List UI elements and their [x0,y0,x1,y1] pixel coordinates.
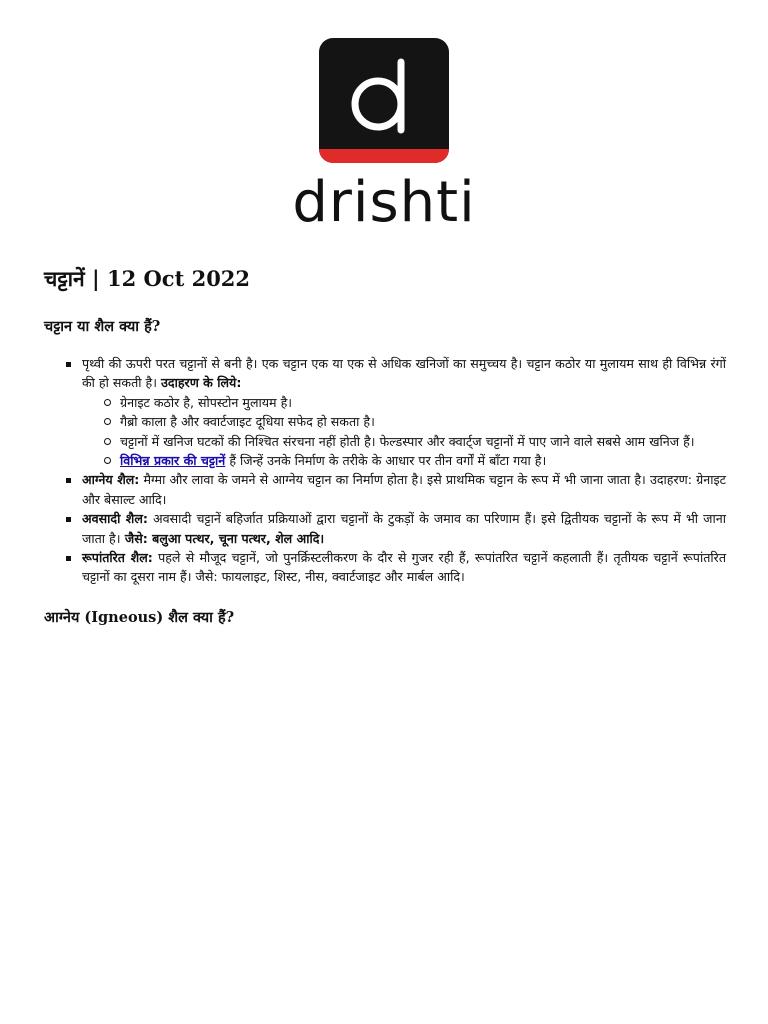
sub-item-text: ग्रेनाइट कठोर है, सोपस्टोन मुलायम है। [120,394,293,410]
drishti-d-logo-icon [319,38,449,163]
sub-list-item [120,393,726,412]
item-text: पृथ्वी की ऊपरी परत चट्टानों से बनी है। एक चट्टान एक या एक से अधिक खनिजों का समुच्चय है। चट्टान कठोर या मुलायम साथ ही विभिन्न रंगों की हो सकती है। [82,356,726,391]
list-item [82,354,726,470]
list-item [82,548,726,587]
item-text: मैग्मा और लावा के जमने से आग्नेय चट्टान का निर्माण होता है। इसे प्राथमिक चट्टान के रूप में भी जाना जाता है। उदाहरण: ग्रेनाइट और बेसाल्ट आदि। [82,472,727,507]
logo [0,38,768,239]
item-label: आग्नेय शैल: [82,472,140,488]
sub-list-item [120,412,726,431]
list-item [82,470,726,509]
drishti-wordmark [274,169,494,239]
rocks-sub-list [82,393,726,471]
item-bold-suffix: जैसे: बलुआ पत्थर, चूना पत्थर, शेल आदि। [120,530,325,546]
section-heading-rocks: चट्टान या शैल क्या हैं? [44,318,161,335]
page-title: चट्टानें | 12 Oct 2022 [44,266,251,291]
item-text: अवसादी चट्टानें बहिर्जात प्रक्रियाओं द्वारा चट्टानों के टुकड़ों के जमाव का परिणाम हैं। इसे द्वितीयक चट्टानों के रूप में भी जाना जाता है। [82,511,726,546]
sub-item-text: चट्टानों में खनिज घटकों की निश्चित संरचना नहीं होती है। फेल्डस्पार और क्वार्ट्ज चट्टानों में पाए जाने वाले सबसे आम खनिज हैं। [120,433,695,449]
item-label: अवसादी शैल: [82,511,148,527]
article-content [44,264,726,629]
sub-list-item [120,451,726,470]
sub-item-text: गैब्रो काला है और क्वार्टजाइट दूधिया सफेद हो सकता है। [120,414,375,430]
rock-types-link[interactable]: विभिन्न प्रकार की चट्टानें [120,453,226,469]
item-label: रूपांतरित शैल: [82,550,153,566]
list-item [82,509,726,548]
rocks-main-list [44,354,726,587]
sub-list-item [120,432,726,451]
section-heading-igneous: आग्नेय (Igneous) शैल क्या हैं? [44,608,235,626]
item-text: पहले से मौजूद चट्टानें, जो पुनर्क्रिस्टलीकरण के दौर से गुजर रही हैं, रूपांतरित चट्टानें कहलाती हैं। तृतीयक चट्टानें रूपांतरित चट्टानों का दूसरा नाम हैं। जैसे: फायलाइट, शिस्ट, नीस, क्वार्टजाइट और मार्बल आदि। [82,550,726,585]
item-bold-suffix: उदाहरण के लिये: [161,375,242,391]
sub-item-text: हैं जिन्हें उनके निर्माण के तरीके के आधार पर तीन वर्गों में बाँटा गया है। [225,453,547,469]
svg-text:drishti: drishti [292,170,476,235]
